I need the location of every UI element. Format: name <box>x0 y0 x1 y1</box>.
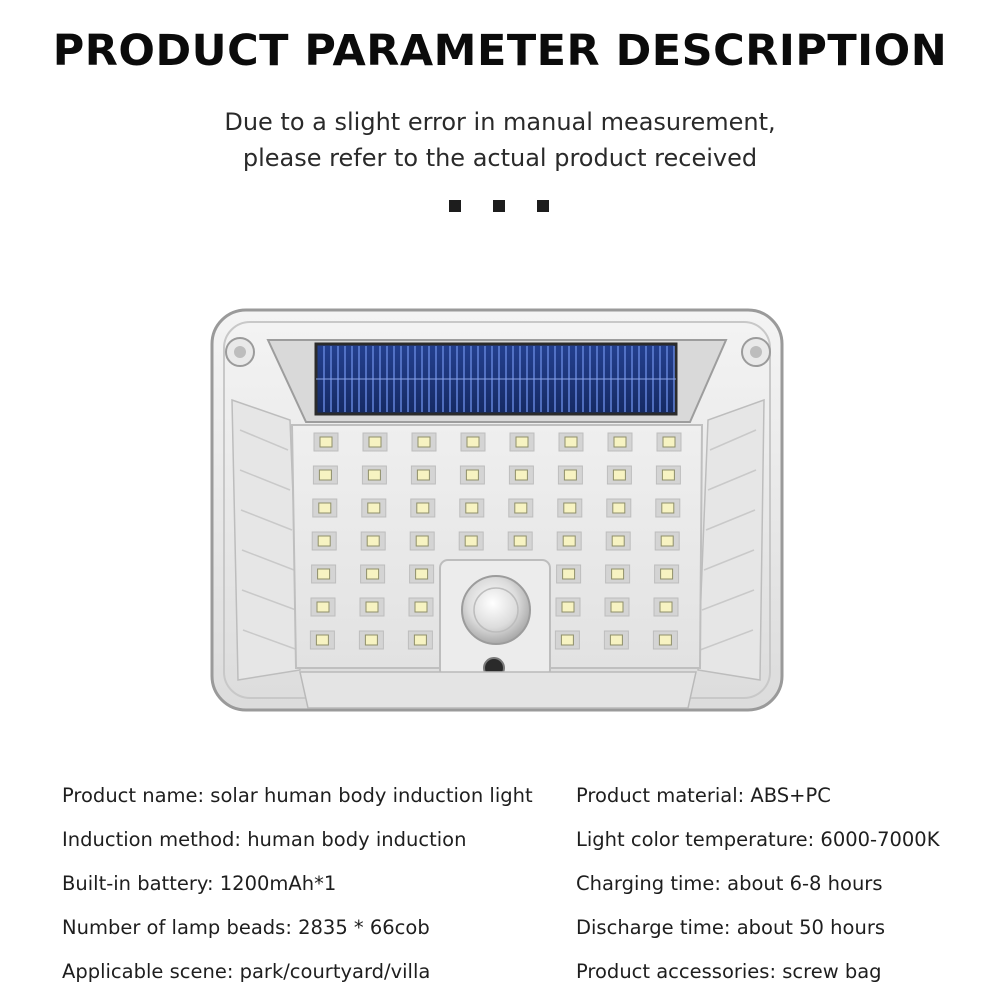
light-sensor <box>484 658 504 678</box>
led-cell <box>312 565 336 583</box>
led-cell <box>508 532 532 550</box>
led-cell <box>313 499 337 517</box>
led-cell <box>361 565 385 583</box>
led-bead <box>662 503 674 513</box>
led-cell <box>312 532 336 550</box>
spec-discharge-time: Discharge time: about 50 hours <box>576 916 885 939</box>
led-bead <box>563 536 575 546</box>
led-bead <box>417 470 429 480</box>
led-cell <box>360 598 384 616</box>
divider-dot <box>493 200 505 212</box>
led-cell <box>362 499 386 517</box>
led-cell <box>655 532 679 550</box>
led-cell <box>362 466 386 484</box>
led-bead <box>663 437 675 447</box>
led-cell <box>310 631 334 649</box>
led-cell <box>654 598 678 616</box>
led-cell <box>411 466 435 484</box>
led-bead <box>565 437 577 447</box>
led-bead <box>613 503 625 513</box>
spec-charging-time: Charging time: about 6-8 hours <box>576 872 883 895</box>
led-cell <box>359 631 383 649</box>
led-bead <box>317 602 329 612</box>
led-cell <box>510 433 534 451</box>
led-face <box>292 425 702 668</box>
led-cell <box>410 565 434 583</box>
led-bead <box>514 536 526 546</box>
led-cell <box>606 565 630 583</box>
led-bead <box>318 569 330 579</box>
led-cell <box>558 499 582 517</box>
led-bead <box>515 470 527 480</box>
led-bead <box>416 536 428 546</box>
screw-hole-right <box>742 338 770 366</box>
led-cell <box>412 433 436 451</box>
led-bead <box>368 503 380 513</box>
led-bead <box>414 635 426 645</box>
led-bead <box>320 437 332 447</box>
led-cell <box>363 433 387 451</box>
led-cell <box>557 532 581 550</box>
led-cell <box>557 565 581 583</box>
led-bead <box>417 503 429 513</box>
led-cell <box>605 598 629 616</box>
led-cell <box>410 532 434 550</box>
led-cell <box>657 433 681 451</box>
led-bead <box>418 437 430 447</box>
led-bead <box>465 536 477 546</box>
led-cell <box>653 631 677 649</box>
led-cell <box>656 499 680 517</box>
spec-color-temperature: Light color temperature: 6000-7000K <box>576 828 940 851</box>
led-cell <box>606 532 630 550</box>
led-bead <box>516 437 528 447</box>
led-bead <box>318 536 330 546</box>
led-bead <box>661 536 673 546</box>
led-bead <box>662 470 674 480</box>
led-bead <box>367 536 379 546</box>
subtitle-line-2: please refer to the actual product received <box>242 144 758 172</box>
outer-shell <box>212 310 782 710</box>
led-cell <box>460 466 484 484</box>
divider-dots <box>0 200 1000 214</box>
led-bead <box>564 503 576 513</box>
led-cell <box>656 466 680 484</box>
led-bead <box>316 635 328 645</box>
led-cell <box>459 532 483 550</box>
solar-panel <box>316 344 676 414</box>
led-bead <box>564 470 576 480</box>
pir-sensor-lens <box>462 576 530 644</box>
divider-dot <box>537 200 549 212</box>
led-bead <box>614 437 626 447</box>
divider-dot <box>449 200 461 212</box>
led-cell <box>311 598 335 616</box>
led-bead <box>365 635 377 645</box>
spec-product-name: Product name: solar human body induction light <box>62 784 533 807</box>
led-cell <box>361 532 385 550</box>
led-bead <box>612 569 624 579</box>
led-cell <box>559 433 583 451</box>
led-bead <box>661 569 673 579</box>
led-bead <box>319 503 331 513</box>
spec-induction-method: Induction method: human body induction <box>62 828 467 851</box>
led-bead <box>466 503 478 513</box>
led-bead <box>561 635 573 645</box>
led-cell <box>555 631 579 649</box>
spec-applicable-scene: Applicable scene: park/courtyard/villa <box>62 960 431 983</box>
led-cell <box>460 499 484 517</box>
led-bead <box>611 602 623 612</box>
led-cell <box>411 499 435 517</box>
led-bead <box>612 536 624 546</box>
led-cell <box>509 499 533 517</box>
led-bead <box>659 635 671 645</box>
led-bead <box>562 602 574 612</box>
led-cell <box>607 499 631 517</box>
led-cell <box>608 433 632 451</box>
spec-material: Product material: ABS+PC <box>576 784 831 807</box>
led-bead <box>366 602 378 612</box>
led-cell <box>408 631 432 649</box>
subtitle-line-1: Due to a slight error in manual measurement, <box>224 108 776 136</box>
led-cell <box>607 466 631 484</box>
spec-lamp-beads: Number of lamp beads: 2835 * 66cob <box>62 916 430 939</box>
led-bead <box>415 602 427 612</box>
led-bead <box>515 503 527 513</box>
screw-hole-left <box>226 338 254 366</box>
led-bead <box>467 437 479 447</box>
led-bead <box>416 569 428 579</box>
led-bead <box>610 635 622 645</box>
led-cell <box>509 466 533 484</box>
led-bead <box>613 470 625 480</box>
led-bead <box>368 470 380 480</box>
led-bead <box>319 470 331 480</box>
led-cell <box>461 433 485 451</box>
led-cell <box>558 466 582 484</box>
led-cell <box>314 433 338 451</box>
led-cell <box>655 565 679 583</box>
led-bead <box>563 569 575 579</box>
led-bead <box>660 602 672 612</box>
spec-accessories: Product accessories: screw bag <box>576 960 882 983</box>
page-title: PRODUCT PARAMETER DESCRIPTION <box>52 26 948 76</box>
led-cell <box>604 631 628 649</box>
led-cell <box>313 466 337 484</box>
spec-battery: Built-in battery: 1200mAh*1 <box>62 872 337 895</box>
led-cell <box>556 598 580 616</box>
pir-sensor-housing <box>440 560 550 678</box>
led-cell <box>409 598 433 616</box>
led-bead <box>367 569 379 579</box>
led-bead <box>466 470 478 480</box>
led-bead <box>369 437 381 447</box>
